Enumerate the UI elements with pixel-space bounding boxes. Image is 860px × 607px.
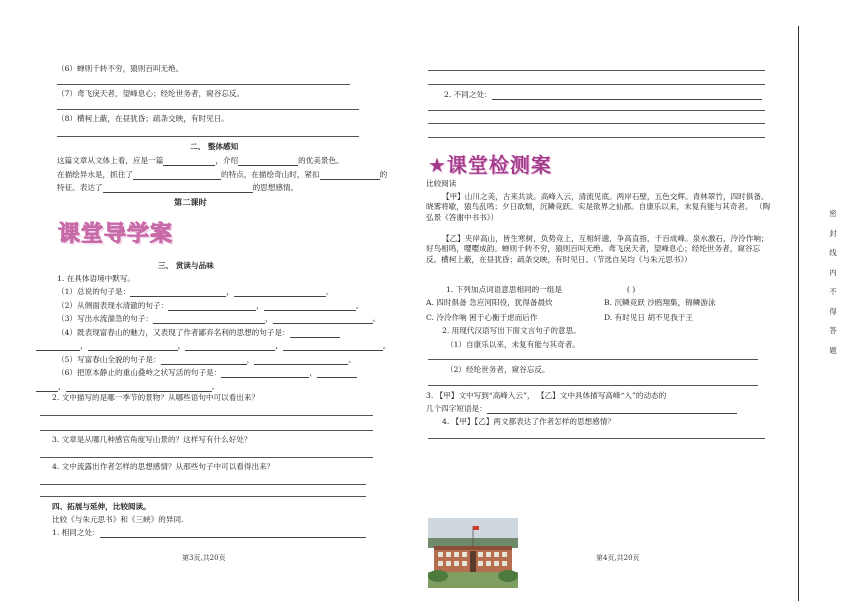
punct: 。 (372, 314, 381, 323)
overall-text: 在描绘异水是，抓住了 (57, 170, 133, 179)
question-2-1: （1）自康乐以来，未复有能与其奇者。 (446, 340, 580, 349)
blank[interactable] (320, 171, 380, 180)
blank[interactable] (487, 405, 737, 414)
option-b[interactable]: B. 沉鳞竞跃 沙鸥翔集，锦鳞游泳 (604, 298, 716, 307)
seal-char: 题 (829, 345, 837, 355)
punct: ， (80, 341, 88, 350)
item-text: （3）写出水流湍急的句子： (57, 314, 153, 323)
punct: ， (275, 341, 283, 350)
s3-item-2 (57, 301, 363, 311)
q6-text: （6）蝉则千转不穷，猿则百叫无绝。 (57, 64, 184, 73)
question-2-2: （2）经纶世务者，窥谷忘反。 (446, 365, 550, 374)
s3-intro: 1. 在具体语境中默写。 (57, 274, 136, 283)
punct: ， (264, 314, 273, 323)
answer-line (428, 137, 765, 138)
passage-yi: 【乙】夹岸高山，皆生寒树，负势竞上，互相轩邈，争高直指，千百成峰。泉水激石，泠泠作响；好鸟相鸣，嘤嘤成韵。蝉则千转不穷，猿则百叫无绝。鸢飞戾天者，望峰息心；经纶世务者，窥谷忘反。横柯上蔽，在昼犹昏；疏条交映，有时见日。（节选自吴均《与朱元思书》） (426, 234, 769, 264)
blank[interactable] (254, 356, 348, 365)
seal-char: 得 (829, 306, 837, 316)
question-3-cont (426, 404, 737, 414)
blank[interactable] (273, 315, 373, 324)
answer-line (428, 84, 765, 85)
banner-title: ★课堂检测案 (428, 153, 552, 177)
item-text: （4）既表现富春山的魅力，又表现了作者鄙弃名利的思想的句子是： (57, 328, 290, 337)
punct: ， (177, 341, 186, 350)
overall-line-1 (57, 156, 344, 166)
s3-item-3 (57, 314, 380, 324)
item-text: 1. 下列加点词语意思相同的一组是 (446, 285, 562, 294)
answer-line (40, 430, 373, 431)
page-footer: 第4页,共20页 (596, 554, 640, 562)
blank[interactable] (290, 329, 340, 338)
item-text: 几个四字短语是： (426, 404, 487, 413)
lesson2-title: 第二课时 (174, 197, 207, 207)
section3-title: 三、 赏读与品味 (158, 261, 214, 270)
blank[interactable] (221, 369, 309, 378)
mc-question (446, 285, 635, 295)
answer-line (428, 123, 765, 124)
seal-char: 线 (829, 248, 837, 257)
overall-text: 特征。表达了 (57, 183, 103, 192)
blank[interactable] (168, 302, 256, 311)
blank[interactable] (130, 288, 226, 297)
item-text: （1）总说的句子是： (57, 287, 131, 296)
section4-title: 四、拓展与延伸，比较阅读。 (52, 502, 151, 511)
diff-line (444, 90, 762, 100)
seal-char: 答 (829, 326, 837, 335)
page-footer: 第3页,共20页 (182, 554, 226, 562)
right-page (420, 0, 780, 607)
s3-item-6-cont (36, 382, 219, 392)
overall-line-2 (57, 170, 387, 180)
school-building-image (428, 518, 518, 588)
compare-title: 比较阅读 (426, 179, 457, 188)
overall-line-3 (57, 183, 298, 193)
answer-line (428, 385, 758, 386)
punct: 。 (348, 355, 356, 364)
school-photo (428, 518, 518, 588)
blank[interactable] (133, 171, 221, 180)
left-page (0, 0, 420, 607)
seal-char: 封 (829, 228, 837, 238)
s4-same (52, 528, 366, 538)
answer-line (428, 110, 765, 111)
item-text: （6）把原本静止的重山叠岭之状写活的句子是： (57, 368, 222, 377)
answer-line (57, 109, 359, 110)
question-2: 2. 文中描写的是哪一季节的景物？从哪些语句中可以看出来？ (52, 393, 260, 402)
s3-item-6 (57, 368, 357, 378)
s3-item-1 (57, 287, 333, 297)
s3-item-4-cont (36, 341, 390, 351)
blank[interactable] (185, 342, 275, 351)
blank[interactable] (264, 302, 356, 311)
item-text: 1. 相同之处： (52, 528, 100, 537)
punct: ， (246, 355, 255, 364)
seal-char: 内 (829, 267, 837, 277)
blank[interactable] (153, 315, 265, 324)
blank[interactable] (88, 342, 178, 351)
blank[interactable] (234, 288, 326, 297)
blank[interactable] (36, 342, 80, 351)
punct: ， (58, 382, 66, 391)
blank[interactable] (161, 356, 247, 365)
punct: 。 (325, 287, 334, 296)
blank[interactable] (238, 157, 298, 166)
overall-text: ，介绍 (215, 156, 239, 165)
blank[interactable] (103, 184, 253, 193)
answer-line (428, 359, 758, 360)
answer-paren[interactable]: ( ) (626, 285, 636, 294)
answer-line (428, 438, 765, 439)
overall-text: 这篇文章从文体上看，应是一篇 (57, 156, 164, 165)
answer-line (40, 496, 366, 497)
option-a[interactable]: A. 四时俱备 急应河阳役，犹得备晨炊 (426, 298, 553, 307)
overall-text: 的 (379, 170, 388, 179)
s3-item-4 (57, 328, 340, 338)
option-d[interactable]: D. 有时见日 胡不见我于王 (604, 313, 693, 322)
answer-line (40, 484, 366, 485)
q8-text: （8）横柯上蔽，在昼犹昏；疏条交映，有时见日。 (57, 114, 229, 123)
answer-line (40, 457, 373, 458)
blank[interactable] (66, 383, 212, 392)
answer-line (40, 415, 373, 416)
answer-line (57, 84, 350, 85)
question-3: 3. 文章是从哪几种感官角度写山景的？这样写有什么好处？ (52, 435, 252, 444)
answer-line (428, 70, 765, 71)
seal-char: 密 (829, 209, 837, 218)
s4-intro: 比较《与朱元思书》和《三峡》的异同. (52, 515, 184, 524)
question-4: 4. 文中流露出作者怎样的思想感情？从那些句子中可以看得出来？ (52, 462, 275, 471)
punct: 。 (211, 382, 220, 391)
passage-jia: 【甲】山川之美，古来共谈。高峰入云，清流见底。两岸石壁，五色交辉。青林翠竹，四时俱备。晓雾将歇，猿鸟乱鸣；夕日欲颓，沉鳞竞跃。实是欲界之仙都。自康乐以来，未复有能与其奇者。 （陶弘景《答谢中书书》） (426, 192, 771, 222)
blank[interactable] (36, 383, 58, 392)
punct: ， (226, 287, 234, 296)
item-text: 2. 不同之处： (444, 90, 492, 99)
punct: ， (309, 368, 317, 377)
banner-title: 课堂导学案 (58, 222, 174, 247)
blank[interactable] (163, 157, 215, 166)
blank[interactable] (317, 369, 357, 378)
section2-title: 二、 整体感知 (190, 142, 239, 151)
blank[interactable] (492, 91, 762, 100)
blank[interactable] (283, 342, 383, 351)
q7-text: （7）鸢飞戾天者，望峰息心；经纶世务者，窥谷忘反。 (57, 89, 245, 98)
question-4: 4. 【甲】【乙】两文都表达了作者怎样的思想感情？ (442, 417, 615, 426)
punct: 。 (355, 301, 364, 310)
seal-line (798, 26, 799, 601)
answer-line (57, 136, 359, 137)
question-3: 3. 【甲】文中写到“高峰入云”， 【乙】文中具体描写高峰“入”的动态的 (426, 391, 667, 400)
option-c[interactable]: C. 泠泠作响 困于心衡于虑而后作 (426, 313, 538, 322)
overall-text: 的特点，在描绘奇山时，紧扣 (220, 170, 320, 179)
overall-text: 的优美景色。 (298, 156, 344, 165)
blank[interactable] (100, 529, 366, 538)
seal-notice (828, 210, 838, 366)
seal-char: 不 (829, 287, 837, 296)
s3-item-5 (57, 355, 356, 365)
punct: ， (256, 301, 264, 310)
punct: 。 (382, 341, 391, 350)
item-text: （2）从侧面表现水清澈的句子： (57, 301, 169, 310)
item-text: （5）写富春山全貌的句子是： (57, 355, 161, 364)
question-2: 2. 用现代汉语写出下面文言句子的意思。 (442, 326, 581, 335)
overall-text: 的思想感情。 (252, 183, 299, 192)
